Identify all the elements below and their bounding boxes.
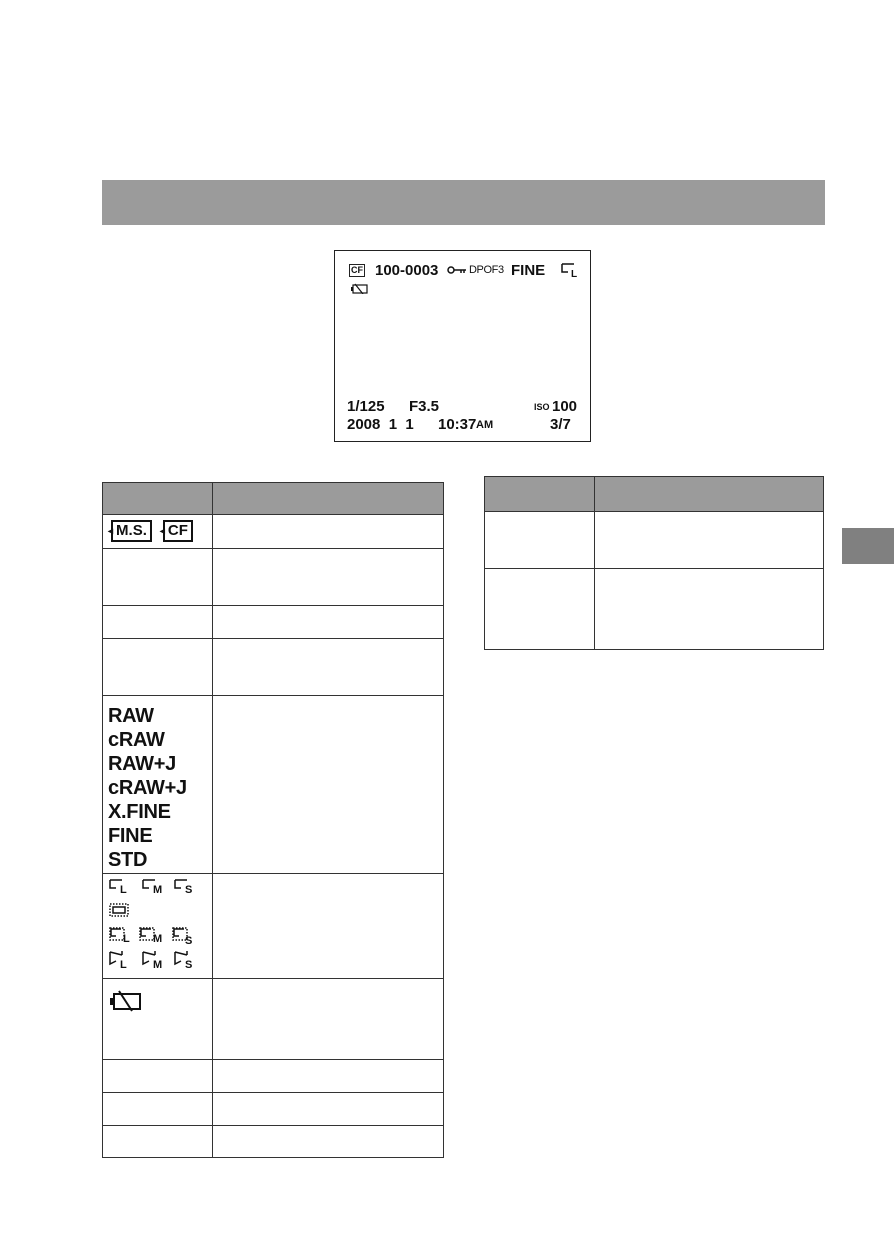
battery-crossed-icon	[103, 979, 212, 1012]
cf-card-icon: ◂ CF	[160, 520, 193, 542]
size-letter-L: L	[123, 933, 130, 945]
size-letter-L: L	[120, 959, 127, 971]
table-row	[103, 1126, 444, 1158]
playback-screen	[334, 250, 591, 442]
time: 10:37	[438, 416, 477, 433]
table-row	[103, 606, 444, 639]
iso-value: 100	[552, 398, 578, 415]
ampm: AM	[476, 419, 494, 431]
size-letter-M: M	[153, 884, 163, 896]
size-letter-M: M	[153, 959, 163, 971]
table-row	[485, 569, 824, 650]
table-header-cell	[213, 483, 444, 515]
size-letter-M: M	[153, 933, 163, 945]
size-letter-S: S	[185, 935, 193, 947]
battery-crossed-icon	[351, 283, 369, 294]
quality-option: RAW	[108, 705, 154, 727]
right-indicator-table	[484, 476, 824, 650]
quality-option: cRAW	[108, 729, 165, 751]
table-row	[103, 515, 444, 549]
battery-icon-cell	[103, 979, 213, 1060]
table-row	[485, 512, 824, 569]
memory-stick-icon: ◂ M.S.	[108, 520, 152, 542]
table-header-cell	[103, 483, 213, 515]
size-letter-L: L	[120, 884, 127, 896]
iso-prefix: ISO	[534, 402, 550, 412]
image-size-L-icon	[561, 263, 581, 278]
table-row	[103, 979, 444, 1060]
table-row	[103, 696, 444, 874]
date: 2008 1 1	[347, 416, 414, 433]
image-size-icons	[109, 878, 205, 974]
quality-option: RAW+J	[108, 753, 176, 775]
table-row	[103, 639, 444, 696]
quality-option: cRAW+J	[108, 777, 187, 799]
key-icon	[447, 266, 467, 274]
section-header-bar	[102, 180, 825, 225]
aperture: F3.5	[409, 398, 440, 415]
table-header-cell	[485, 477, 595, 512]
quality-option: FINE	[108, 825, 153, 847]
quality-label: FINE	[511, 262, 546, 279]
size-letter-S: S	[185, 959, 193, 971]
table-row	[103, 549, 444, 606]
table-row	[103, 1060, 444, 1093]
dpof-label: DPOF3	[469, 264, 504, 276]
table-header-row	[103, 483, 444, 515]
quality-options-cell	[103, 696, 213, 874]
quality-option: STD	[108, 849, 148, 871]
image-size-icons-cell	[103, 874, 213, 979]
shutter-speed: 1/125	[347, 398, 385, 415]
table-header-cell	[595, 477, 824, 512]
media-icons-cell	[103, 515, 213, 549]
image-count: 3/7	[550, 416, 571, 433]
svg-text:L: L	[571, 269, 578, 278]
size-letter-S: S	[185, 884, 193, 896]
left-indicator-table	[102, 482, 444, 1158]
table-header-row	[485, 477, 824, 512]
cf-card-icon: CF	[351, 265, 363, 275]
table-row	[103, 874, 444, 979]
chapter-side-tab	[842, 528, 894, 564]
table-row	[103, 1093, 444, 1126]
quality-option: X.FINE	[108, 801, 171, 823]
file-number: 100-0003	[375, 262, 439, 279]
